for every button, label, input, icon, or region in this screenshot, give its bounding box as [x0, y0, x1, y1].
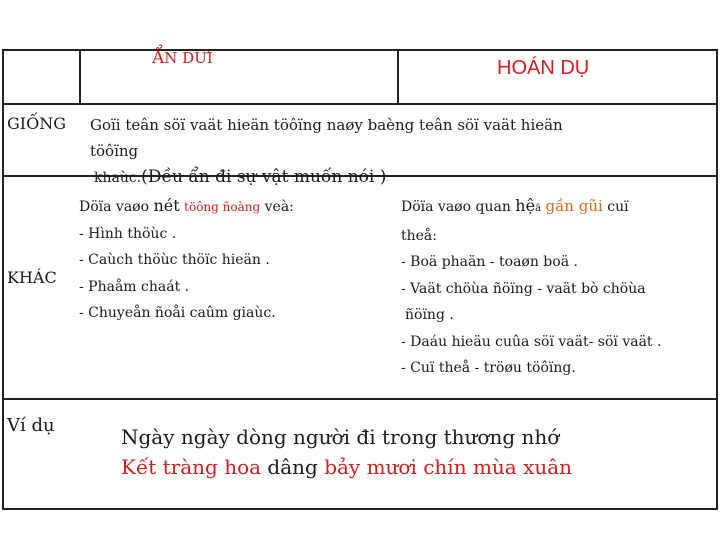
bottom-border: [2, 508, 718, 510]
khac-row-divider: [2, 398, 718, 400]
list-item: - Chuyeån ñoåi caûm giaùc.: [79, 305, 276, 321]
example-line-2: [121, 452, 572, 482]
list-item: - Hình thöùc .: [79, 225, 177, 242]
khac-hoan-du-intro: [401, 193, 661, 223]
intro-part-a: Döïa vaøo: [79, 199, 150, 215]
header-divider-v2: [397, 49, 399, 105]
list-item: theå:: [401, 227, 437, 244]
example-poem: [121, 422, 572, 482]
list-item: - Boä phaän - toaøn boä .: [401, 254, 578, 270]
example-line-2-part-c: bảy mươi chín mùa xuân: [324, 455, 573, 479]
row-label-giong: GIỐNG: [7, 114, 66, 133]
intro-part-b: hệ: [515, 196, 536, 215]
example-line-2-part-a: Kết tràng hoa: [121, 455, 262, 479]
giong-description: [90, 112, 590, 191]
left-border: [2, 49, 4, 510]
khac-an-du-intro: [79, 193, 294, 221]
intro-part-b: nét: [153, 196, 180, 215]
intro-part-c: töông ñoàng: [184, 200, 261, 214]
intro-part-a: Döïa vaøo quan: [401, 199, 511, 215]
example-line-1: Ngày ngày dòng người đi trong thương nhớ: [121, 425, 560, 449]
khac-an-du-column: [79, 193, 294, 327]
list-item: - Phaåm chaát .: [79, 278, 190, 295]
khac-hoan-du-column: [401, 193, 661, 382]
header-an-du-rest: N DƯI: [164, 49, 213, 67]
header-row-divider: [2, 103, 718, 105]
right-border: [716, 49, 718, 510]
intro-part-c: ä: [535, 203, 542, 214]
header-divider-v1: [79, 49, 81, 105]
header-hoan-du: HOÁN DỤ: [497, 57, 590, 79]
row-label-vi-du: Ví dụ: [7, 415, 55, 436]
giong-text-line2: khaùc.: [94, 170, 142, 186]
giong-note: (Đều ẩn đi sự vật muốn nói ): [141, 167, 387, 187]
top-border: [2, 49, 718, 51]
intro-part-e: cuï: [607, 199, 629, 215]
example-line-2-part-b: dâng: [267, 455, 318, 479]
list-item: ñöïng .: [405, 307, 454, 323]
header-an-du: [152, 48, 213, 68]
intro-part-d: veà:: [264, 199, 294, 215]
intro-part-d: gần gũi: [545, 197, 603, 215]
list-item: - Daáu hieäu cuûa söï vaät- söï vaät .: [401, 333, 662, 350]
list-item: - Caùch thöùc thöïc hieän .: [79, 252, 270, 268]
row-label-khac: KHÁC: [7, 268, 57, 287]
list-item: - Vaät chöùa ñöïng - vaät bò chöùa: [401, 280, 646, 297]
header-an-du-initial: Ẩ: [152, 48, 165, 68]
list-item: - Cuï theå - tröøu töôïng.: [401, 360, 576, 376]
giong-text-line1: Goïi teân söï vaät hieän töôïng naøy baèng teân söï vaät hieän töôïng: [90, 116, 563, 160]
